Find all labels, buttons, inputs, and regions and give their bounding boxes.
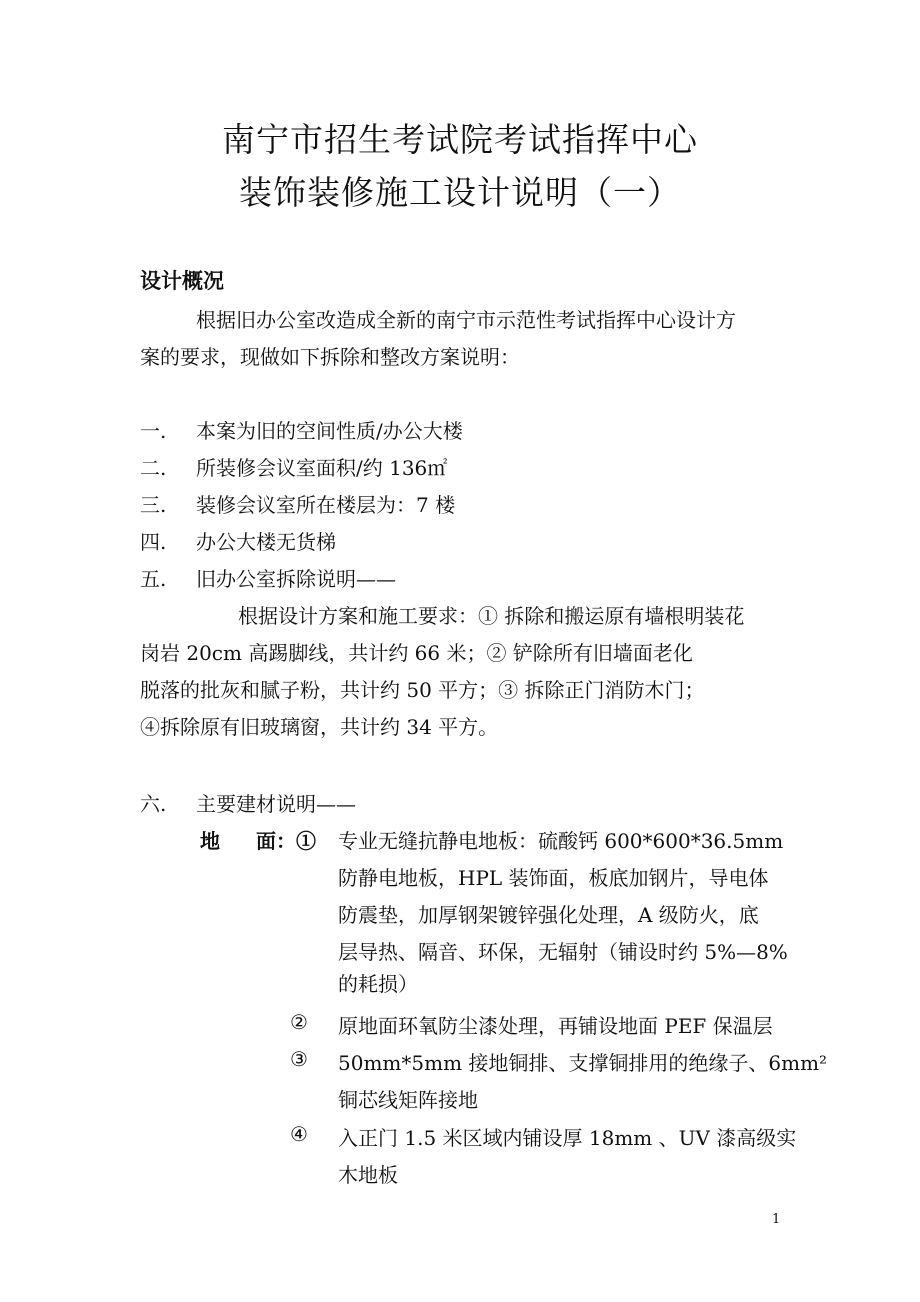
floor-item4-marker: ④: [290, 1122, 308, 1146]
section-heading-overview: 设计概况: [140, 268, 224, 293]
floor-item1-line: 防震垫，加厚钢架镀锌强化处理，A 级防火，底: [338, 903, 759, 927]
floor-item4-line1: 入正门 1.5 米区域内铺设厚 18mm 、UV 漆高级实: [338, 1126, 797, 1150]
list-item-number: 六.: [140, 792, 167, 816]
floor-item4-line2: 木地板: [338, 1163, 398, 1187]
overview-paragraph-line1: 根据旧办公室改造成全新的南宁市示范性考试指挥中心设计方: [196, 308, 736, 332]
floor-label: 地: [200, 829, 220, 853]
list-item-number: 四.: [140, 530, 167, 554]
demolition-line4: ④拆除原有旧玻璃窗，共计约 34 平方。: [140, 715, 499, 739]
list-item-text: 本案为旧的空间性质/办公大楼: [196, 419, 463, 443]
floor-item2-text: 原地面环氧防尘漆处理，再铺设地面 PEF 保温层: [338, 1014, 773, 1038]
list-item-text: 所装修会议室面积/约 136㎡: [196, 456, 448, 480]
list-item-number: 五.: [140, 567, 167, 591]
materials-heading: 主要建材说明——: [196, 792, 356, 816]
floor-item2-marker: ②: [290, 1010, 308, 1034]
list-item-text: 旧办公室拆除说明——: [196, 567, 396, 591]
demolition-line2: 岗岩 20cm 高踢脚线，共计约 66 米；② 铲除所有旧墙面老化: [140, 641, 693, 665]
floor-item3-marker: ③: [290, 1047, 308, 1071]
floor-label-suffix: 面：①: [256, 829, 316, 853]
floor-item3-line2: 铜芯线矩阵接地: [338, 1088, 478, 1112]
list-item-number: 二.: [140, 456, 167, 480]
overview-paragraph-line2: 案的要求，现做如下拆除和整改方案说明：: [140, 345, 520, 369]
list-item-number: 三.: [140, 493, 167, 517]
demolition-line3: 脱落的批灰和腻子粉，共计约 50 平方；③ 拆除正门消防木门；: [140, 678, 705, 702]
list-item-text: 装修会议室所在楼层为：7 楼: [196, 493, 456, 517]
list-item-text: 办公大楼无货梯: [196, 530, 336, 554]
document-title-line2: 装饰装修施工设计说明（一）: [239, 173, 681, 212]
demolition-line1: 根据设计方案和施工要求：① 拆除和搬运原有墙根明装花: [238, 604, 745, 628]
floor-item1-line: 防静电地板，HPL 装饰面，板底加钢片，导电体: [338, 866, 769, 890]
list-item-number: 一.: [140, 419, 167, 443]
floor-item1-line: 专业无缝抗静电地板：硫酸钙 600*600*36.5mm: [338, 829, 784, 853]
page-number: 1: [772, 1212, 781, 1227]
floor-item3-line1: 50mm*5mm 接地铜排、支撑铜排用的绝缘子、6mm²: [338, 1051, 828, 1075]
floor-item1-line: 的耗损）: [338, 972, 418, 996]
document-title-line1: 南宁市招生考试院考试指挥中心: [222, 120, 698, 159]
floor-item1-line: 层导热、隔音、环保，无辐射（铺设时约 5%—8%: [338, 940, 788, 964]
